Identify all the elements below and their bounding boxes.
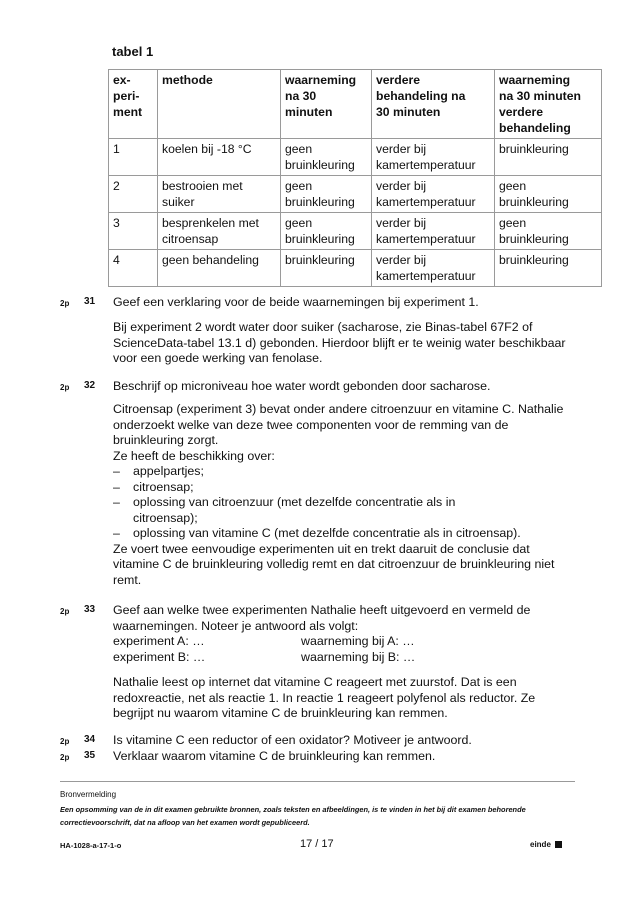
context-paragraph-31 [113,320,573,367]
question-number: 35 [84,750,96,761]
header-verdere-behandeling: verdere behandeling na 30 minuten [372,70,495,139]
question-number: 33 [84,604,96,615]
list-item [113,526,593,542]
question-text: Is vitamine C een reductor of een oxidator? Motiveer je antwoord. [113,733,472,747]
table-row [109,176,602,213]
bron-heading: Bronvermelding [60,790,117,799]
list-dash: – [113,526,120,540]
table-cell: geen bruinkleuring [281,213,372,250]
table-cell: koelen bij -18 °C [158,139,281,176]
table-cell: geen bruinkleuring [281,176,372,213]
table-cell: bruinkleuring [495,250,602,287]
table-cell: verder bij kamertemperatuur [372,139,495,176]
answer-experiment-b: experiment B: … [113,649,206,664]
paragraph: Citroensap (experiment 3) bevat onder andere citroenzuur en vitamine C. Nathalie onderzoekt welke van deze twee componenten voor de remming van de bruinkleuring zorgt. [113,402,564,447]
table-cell: geen bruinkleuring [281,139,372,176]
table-cell: verder bij kamertemperatuur [372,213,495,250]
end-label: einde [530,840,551,849]
question-text: Geef een verklaring voor de beide waarnemingen bij experiment 1. [113,295,479,309]
paragraph: Nathalie leest op internet dat vitamine C reageert met zuurstof. Dat is een redoxreactie, net als reactie 1. In reactie 1 reageert polyfenol als reductor. Ze begrijpt nu waarom vitamine C de bruinkleuring kan remmen. [113,675,536,720]
header-waarneming-30: waarneming na 30 minuten [281,70,372,139]
list-intro: Ze heeft de beschikking over: [113,448,275,463]
answer-experiment-a: experiment A: … [113,634,205,648]
list-item-text: appelpartjes; [133,464,204,478]
list-item-text: oplossing van citroenzuur (met dezelfde concentratie als in citroensap); [133,495,456,525]
question-text: Verklaar waarom vitamine C de bruinkleuring kan remmen. [113,749,436,763]
answer-line-b [113,650,573,666]
end-square-icon [555,841,562,848]
answer-format [113,634,573,665]
paragraph: Bij experiment 2 wordt water door suiker (sacharose, zie Binas-tabel 67F2 of ScienceData-tabel 13.1 d) gebonden. Hierdoor blijft er te weinig water beschikbaar voor een goede werking van fenolase. [113,320,566,365]
question-points: 2p [60,383,70,392]
header-methode: methode [158,70,281,139]
table-cell: bruinkleuring [495,139,602,176]
list-item-text: oplossing van vitamine C (met dezelfde concentratie als in citroensap). [133,526,521,540]
answer-observation-b: waarneming bij B: … [301,649,416,664]
question-text: Geef aan welke twee experimenten Nathalie heeft uitgevoerd en vermeld de waarnemingen. Noteer je antwoord als volgt: [113,603,531,633]
question-text: Beschrijf op microniveau hoe water wordt gebonden door sacharose. [113,379,491,393]
table-cell: 3 [109,213,158,250]
table-cell: 1 [109,139,158,176]
table-cell: verder bij kamertemperatuur [372,250,495,287]
results-table [108,69,602,287]
table-cell: verder bij kamertemperatuur [372,176,495,213]
question-points: 2p [60,299,70,308]
list-dash: – [113,479,120,494]
footer-divider [60,781,575,782]
context-paragraph-33 [113,675,573,722]
table-cell: besprenkelen met citroensap [158,213,281,250]
question-number: 32 [84,380,96,391]
table-cell: 4 [109,250,158,287]
list-item [113,495,573,526]
bron-text: Een opsomming van de in dit examen gebruikte bronnen, zoals teksten en afbeeldingen, is te vinden in het bij dit examen behorende correctievoorschrift, dat na afloop van het examen wordt gepubliceerd. [60,805,526,827]
table-row [109,139,602,176]
table-row [109,213,602,250]
answer-observation-a: waarneming bij A: … [301,634,415,648]
header-waarneming-verdere: waarneming na 30 minuten verdere behandeling [495,70,602,139]
list-item [113,480,573,496]
table-title: tabel 1 [112,44,154,59]
page-number: 17 / 17 [300,838,334,850]
list-dash: – [113,464,120,478]
list-item-text: citroensap; [133,479,194,494]
paragraph: Ze voert twee eenvoudige experimenten uit en trekt daaruit de conclusie dat vitamine C de bruinkleuring volledig remt en dat citroenzuur de bruinkleuring niet remt. [113,541,555,587]
table-cell: 2 [109,176,158,213]
context-paragraph-32 [113,402,573,588]
table-header-row [109,70,602,139]
end-marker [530,840,562,849]
list-dash: – [113,495,120,509]
question-number: 34 [84,734,96,745]
table-cell: bruinkleuring [281,250,372,287]
table-cell: geen bruinkleuring [495,176,602,213]
table-cell: geen bruinkleuring [495,213,602,250]
table-cell: geen behandeling [158,250,281,287]
table-row [109,250,602,287]
exam-code: HA-1028-a-17-1-o [60,841,122,850]
answer-line-a [113,634,573,650]
question-points: 2p [60,607,70,616]
list-item [113,464,573,480]
table-cell: bestrooien met suiker [158,176,281,213]
question-points: 2p [60,753,70,762]
question-points: 2p [60,737,70,746]
question-number: 31 [84,296,96,307]
header-experiment: ex- peri- ment [109,70,158,139]
